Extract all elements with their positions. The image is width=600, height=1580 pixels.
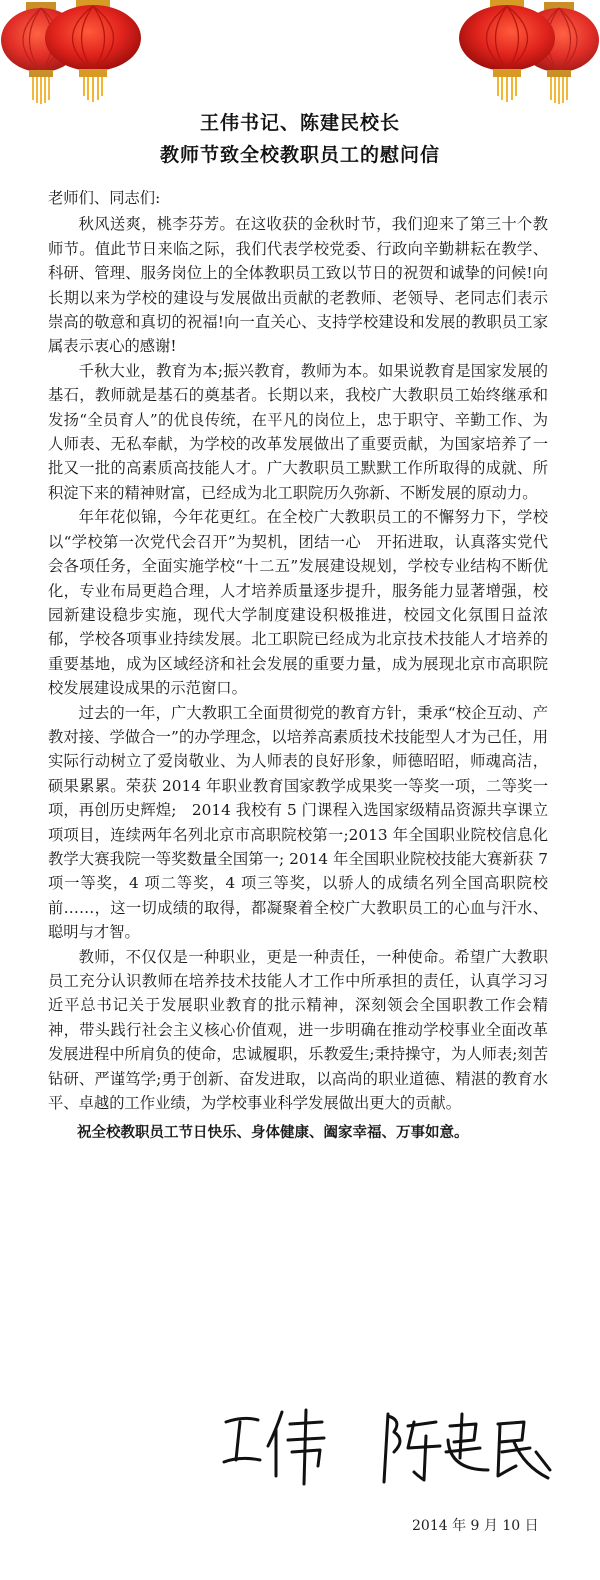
handwritten-signature <box>218 1400 558 1490</box>
letter-paragraph-4: 过去的一年，广大教职工全面贯彻党的教育方针，秉承“校企互动、产教对接、学做合一”的办学理念，以培养高素质技术技能型人才为己任，用实际行动树立了爱岗敬业、为人师表的良好形象，师德昭昭，师魂高洁，硕果累累。荣获 2014 年职业教育国家教学成果奖一等奖一项，二等奖一项，再创历史辉煌; 2014 我校有 5 门课程入选国家级精品资源共享课立项项目，连续两年名列北京市高职院校第一;2013 年全国职业院校信息化教学大赛我院一等奖数量全国第一; 2014 年全国职业院校技能大赛新获 7 项一等奖，4 项二等奖，4 项三等奖，以骄人的成绩名列全国高职院校前……，这一切成绩的取得，都凝聚着全校广大教职员工的心血与汗水、聪明与才智。 <box>48 703 548 942</box>
letter-salutation: 老师们、同志们: <box>48 189 161 207</box>
letter-paragraph-2: 千秋大业，教育为本;振兴教育，教师为本。如果说教育是国家发展的基石，教师就是基石的奠基者。长期以来，我校广大教职员工始终继承和发扬“全员育人”的优良传统，在平凡的岗位上，忠于职守、辛勤工作、为人师表、无私奉献，为学校的改革发展做出了重要贡献，为国家培养了一批又一批的高素质高技能人才。广大教职员工默默工作所取得的成就、所积淀下来的精神财富，已经成为北工职院历久弥新、不断发展的原动力。 <box>48 361 548 502</box>
letter-title-line1: 王伟书记、陈建民校长 <box>199 112 400 134</box>
letter-paragraph-3: 年年花似锦，今年花更红。在全校广大教职员工的不懈努力下，学校以“学校第一次党代会召开”为契机，团结一心 开拓进取，认真落实党代会各项任务，全面实施学校“十二五”发展建设规划，学校专业结构不断优化，专业布局更趋合理，人才培养质量逐步提升，服务能力显著增强，校园新建设稳步实施，现代大学制度建设积极推进，校园文化氛围日益浓郁，学校各项事业持续发展。北工职院已经成为北京技术技能人才培养的重要基地，成为区域经济和社会发展的重要力量，成为展现北京市高职院校发展建设成果的示范窗口。 <box>48 508 548 698</box>
left-lantern-decoration <box>0 0 150 105</box>
letter-closing-wishes: 祝全校教职员工节日快乐、身体健康、阖家幸福、万事如意。 <box>77 1125 469 1142</box>
letter-date: 2014 年 9 月 10 日 <box>412 1518 539 1534</box>
letter-paragraph-1: 秋风送爽，桃李芬芳。在这收获的金秋时节，我们迎来了第三十个教师节。值此节日来临之际，我们代表学校党委、行政向辛勤耕耘在教学、科研、管理、服务岗位上的全体教职员工致以节日的祝贺和诚挚的问候!向长期以来为学校的建设与发展做出贡献的老教师、老领导、老同志们表示崇高的敬意和真切的祝福!向一直关心、支持学校建设和发展的教职员工家属表示衷心的感谢! <box>48 215 548 356</box>
right-lantern-decoration <box>450 0 600 105</box>
letter-body <box>48 186 548 1146</box>
letter-paragraph-5: 教师，不仅仅是一种职业，更是一种责任，一种使命。希望广大教职员工充分认识教师在培养技术技能人才工作中所承担的责任，认真学习习近平总书记关于发展职业教育的批示精神，深刻领会全国职教工作会精神，带头践行社会主义核心价值观，进一步明确在推动学校事业全面改革发展进程中所肩负的使命，忠诚履职，乐教爱生;秉持操守，为人师表;刻苦钻研、严谨笃学;勇于创新、奋发进取，以高尚的职业道德、精湛的教育水平、卓越的工作业绩，为学校事业科学发展做出更大的贡献。 <box>48 947 548 1113</box>
letter-title-line2: 教师节致全校教职员工的慰问信 <box>159 144 440 166</box>
